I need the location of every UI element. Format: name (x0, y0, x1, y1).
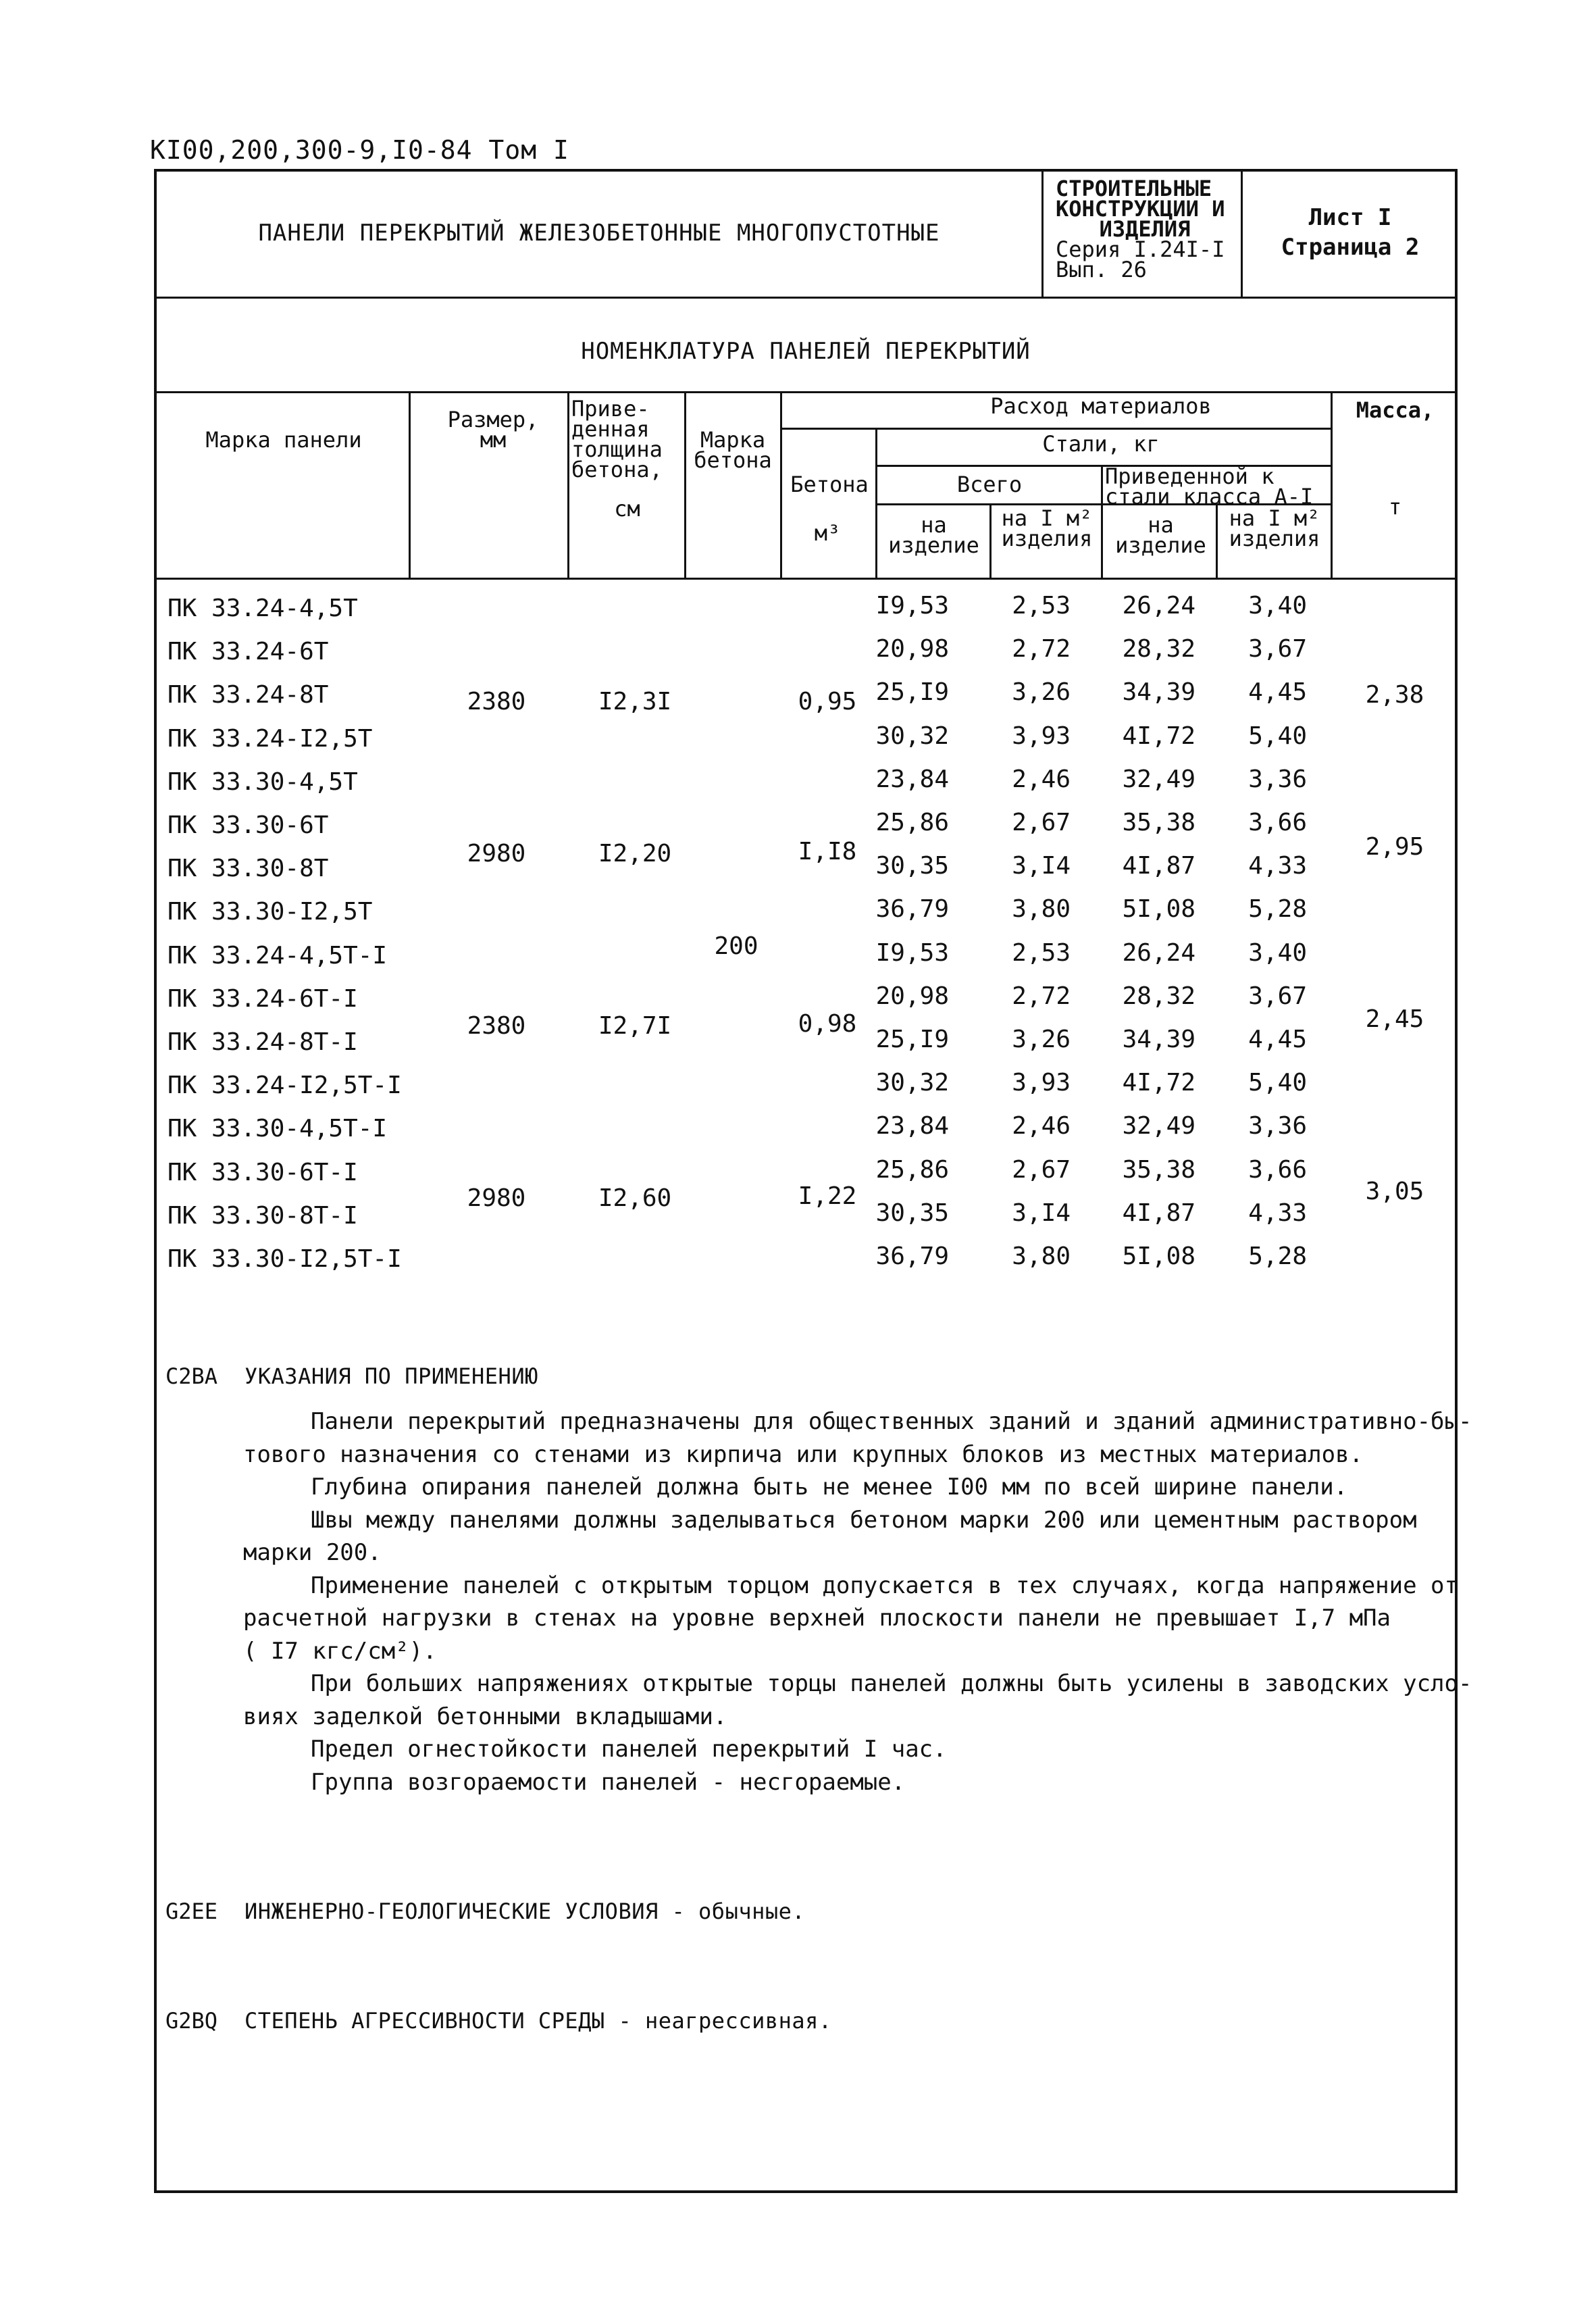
note-line: Панели перекрытий предназначены для общественных зданий и зданий административно-бы- (311, 1408, 1472, 1435)
mass-unit: т (1388, 494, 1402, 520)
panel-brand: ПК 33.30-6Т-I (168, 1159, 358, 1186)
concrete-value: I,I8 (798, 838, 857, 865)
section-heading: ИНЖЕНЕРНО-ГЕОЛОГИЧЕСКИЕ УСЛОВИЯ - обычные. (244, 1898, 806, 1924)
sheet-number: Лист I (1308, 204, 1392, 231)
section-heading: СТЕПЕНЬ АГРЕССИВНОСТИ СРЕДЫ - неагрессивная. (244, 2008, 832, 2034)
note-line: Применение панелей с открытым торцом допускается в тех случаях, когда напряжение от (311, 1572, 1458, 1599)
cell-red-m2: 4,45 (1248, 678, 1307, 706)
series-line: Серия I.24I-I (1056, 236, 1225, 262)
cell-red-item: 34,39 (1122, 678, 1195, 706)
cell-red-item: 32,49 (1122, 1112, 1195, 1140)
concrete-unit: м³ (814, 520, 841, 546)
note-line: тового назначения со стенами из кирпича или крупных блоков из местных материалов. (243, 1441, 1364, 1468)
note-line: виях заделкой бетонными вкладышами. (243, 1703, 727, 1730)
thickness-line: толщина (571, 436, 663, 462)
panel-brand: ПК 33.30-8Т-I (168, 1202, 358, 1230)
mass-value: 3,05 (1365, 1178, 1424, 1205)
cell-total-item: 30,32 (875, 1069, 949, 1097)
cell-total-item: 30,35 (875, 852, 949, 880)
thickness-line: бетона, (571, 457, 663, 482)
col-header-red-per-item: на изделие (1115, 512, 1206, 558)
size-value: 2380 (467, 688, 526, 715)
note-line: расчетной нагрузки в стенах на уровне верхней плоскости панели не превышает I,7 мПа (243, 1605, 1391, 1632)
series-line: СТРОИТЕЛЬНЫЕ (1056, 176, 1212, 201)
col-divider (1101, 466, 1103, 578)
cell-total-item: I9,53 (875, 592, 949, 620)
cell-total-m2: 3,26 (1012, 678, 1071, 706)
cell-red-item: 4I,87 (1122, 852, 1195, 880)
cell-total-item: 30,35 (875, 1199, 949, 1227)
sheet-block (1243, 169, 1458, 297)
note-line: При больших напряжениях открытые торцы панелей должны быть усилены в заводских усло- (311, 1670, 1472, 1697)
size-value: 2980 (467, 840, 526, 867)
cell-red-item: 26,24 (1122, 592, 1195, 620)
cell-total-m2: 2,67 (1012, 1156, 1071, 1184)
cell-total-item: 23,84 (875, 765, 949, 793)
cell-total-item: 20,98 (875, 635, 949, 663)
thickness-value: I2,3I (598, 688, 672, 715)
cell-total-m2: 3,I4 (1012, 1199, 1071, 1227)
cell-red-m2: 5,40 (1248, 722, 1307, 750)
cell-red-m2: 4,33 (1248, 1199, 1307, 1227)
series-line: ИЗДЕЛИЯ (1099, 216, 1191, 242)
col-header-grade: Марка бетона (694, 427, 772, 473)
concrete-value: 0,98 (798, 1010, 857, 1038)
cell-red-m2: 3,40 (1248, 592, 1307, 620)
cell-total-m2: 2,46 (1012, 765, 1071, 793)
cell-red-m2: 3,40 (1248, 939, 1307, 967)
col-divider (1331, 393, 1333, 578)
page-number: Страница 2 (1281, 234, 1420, 261)
cell-red-item: 4I,72 (1122, 1069, 1195, 1097)
cell-red-m2: 5,40 (1248, 1069, 1307, 1097)
concrete-value: I,22 (798, 1182, 857, 1210)
cell-red-item: 28,32 (1122, 982, 1195, 1010)
cell-total-item: 30,32 (875, 722, 949, 750)
cell-total-item: 36,79 (875, 895, 949, 923)
col-header-red-per-m2: на I м² изделия (1229, 505, 1320, 551)
cell-total-m2: 2,72 (1012, 982, 1071, 1010)
panel-brand: ПК 33.24-8Т (168, 681, 329, 709)
panel-brand: ПК 33.24-8Т-I (168, 1028, 358, 1056)
note-line: Предел огнестойкости панелей перекрытий I час. (311, 1736, 947, 1763)
cell-red-item: 5I,08 (1122, 895, 1195, 923)
thickness-value: I2,60 (598, 1184, 672, 1212)
thickness-line: Приве- (571, 396, 650, 422)
cell-red-m2: 3,36 (1248, 1112, 1307, 1140)
panel-brand: ПК 33.24-I2,5Т (168, 725, 373, 753)
cell-red-item: 35,38 (1122, 809, 1195, 836)
cell-red-m2: 5,28 (1248, 1242, 1307, 1270)
panel-brand: ПК 33.30-I2,5Т (168, 898, 373, 926)
cell-total-m2: 3,I4 (1012, 852, 1071, 880)
cell-red-item: 4I,72 (1122, 722, 1195, 750)
header-line (780, 428, 1331, 430)
document-code: КI00,200,300-9,I0-84 Том I (150, 135, 569, 165)
size-value: 2380 (467, 1012, 526, 1040)
cell-total-item: 23,84 (875, 1112, 949, 1140)
cell-total-item: 20,98 (875, 982, 949, 1010)
cell-red-m2: 3,67 (1248, 635, 1307, 663)
col-header-per-m2: на I м² изделия (1001, 505, 1093, 551)
cell-red-m2: 3,66 (1248, 1156, 1307, 1184)
cell-total-m2: 3,93 (1012, 722, 1071, 750)
cell-total-m2: 3,26 (1012, 1026, 1071, 1053)
col-divider (989, 503, 992, 578)
col-header-brand: Марка панели (205, 427, 362, 453)
col-divider (567, 393, 569, 578)
thickness-value: I2,7I (598, 1012, 672, 1040)
cell-total-item: 25,I9 (875, 678, 949, 706)
panel-brand: ПК 33.30-I2,5Т-I (168, 1245, 402, 1273)
note-line: Глубина опирания панелей должна быть не менее I00 мм по всей ширине панели. (311, 1474, 1348, 1501)
cell-red-item: 34,39 (1122, 1026, 1195, 1053)
panel-brand: ПК 33.24-I2,5Т-I (168, 1072, 402, 1099)
cell-total-m2: 3,80 (1012, 895, 1071, 923)
cell-red-m2: 3,36 (1248, 765, 1307, 793)
cell-total-item: I9,53 (875, 939, 949, 967)
cell-red-m2: 4,33 (1248, 852, 1307, 880)
col-header-size: Размер, мм (447, 407, 539, 453)
note-line: Швы между панелями должны заделываться бетоном марки 200 или цементным раствором (311, 1507, 1417, 1534)
section-code: G2EE (165, 1898, 218, 1924)
cell-total-m2: 2,72 (1012, 635, 1071, 663)
col-header-steel: Стали, кг (1042, 431, 1160, 457)
series-line: КОНСТРУКЦИИ И (1056, 196, 1225, 222)
concrete-grade-value: 200 (714, 932, 758, 960)
cell-total-item: 25,I9 (875, 1026, 949, 1053)
cell-red-item: 5I,08 (1122, 1242, 1195, 1270)
header-bottom-line (154, 578, 1458, 580)
panel-brand: ПК 33.24-6Т-I (168, 985, 358, 1013)
note-line: марки 200. (243, 1539, 382, 1566)
panel-brand: ПК 33.24-4,5Т (168, 595, 358, 622)
cell-red-item: 32,49 (1122, 765, 1195, 793)
cell-total-item: 25,86 (875, 1156, 949, 1184)
document-title: ПАНЕЛИ ПЕРЕКРЫТИЙ ЖЕЛЕЗОБЕТОННЫЕ МНОГОПУСТОТНЫЕ (258, 220, 940, 247)
cell-red-item: 28,32 (1122, 635, 1195, 663)
col-header-thickness (571, 396, 683, 522)
thickness-unit: см (614, 496, 640, 522)
mass-value: 2,45 (1365, 1005, 1424, 1033)
cell-total-m2: 3,80 (1012, 1242, 1071, 1270)
note-line: Группа возгораемости панелей - несгораемые. (311, 1769, 906, 1796)
col-header-total: Всего (956, 472, 1023, 497)
series-block (1041, 169, 1243, 297)
panel-brand: ПК 33.30-8Т (168, 855, 329, 882)
concrete-value: 0,95 (798, 688, 857, 715)
series-line: Вып. 26 (1056, 257, 1147, 282)
panel-brand: ПК 33.24-6Т (168, 638, 329, 665)
col-header-per-item: на изделие (888, 512, 979, 558)
col-header-reduced: Приведенной к стали класса А-I (1105, 463, 1314, 509)
cell-total-m2: 2,67 (1012, 809, 1071, 836)
col-divider (684, 393, 686, 578)
mass-value: 2,38 (1365, 681, 1424, 709)
col-header-mass: Масса, (1356, 397, 1435, 423)
mass-value: 2,95 (1365, 833, 1424, 861)
note-line: ( I7 кгс/см²). (243, 1638, 437, 1665)
cell-red-m2: 5,28 (1248, 895, 1307, 923)
col-header-materials: Расход материалов (990, 393, 1212, 419)
panel-brand: ПК 33.24-4,5Т-I (168, 942, 388, 970)
table-title: НОМЕНКЛАТУРА ПАНЕЛЕЙ ПЕРЕКРЫТИЙ (581, 338, 1031, 365)
cell-red-item: 4I,87 (1122, 1199, 1195, 1227)
size-value: 2980 (467, 1184, 526, 1212)
cell-total-m2: 2,46 (1012, 1112, 1071, 1140)
cell-red-item: 26,24 (1122, 939, 1195, 967)
cell-total-m2: 2,53 (1012, 592, 1071, 620)
cell-red-item: 35,38 (1122, 1156, 1195, 1184)
section-heading: УКАЗАНИЯ ПО ПРИМЕНЕНИЮ (244, 1363, 538, 1389)
cell-red-m2: 3,66 (1248, 809, 1307, 836)
cell-total-m2: 2,53 (1012, 939, 1071, 967)
section-code: C2BA (165, 1363, 218, 1389)
panel-brand: ПК 33.30-6Т (168, 811, 329, 839)
cell-total-item: 25,86 (875, 809, 949, 836)
thickness-value: I2,20 (598, 840, 672, 867)
panel-brand: ПК 33.30-4,5Т-I (168, 1115, 388, 1142)
cell-red-m2: 3,67 (1248, 982, 1307, 1010)
thickness-line: денная (571, 416, 650, 442)
cell-red-m2: 4,45 (1248, 1026, 1307, 1053)
cell-total-item: 36,79 (875, 1242, 949, 1270)
panel-brand: ПК 33.30-4,5Т (168, 768, 358, 796)
cell-total-m2: 3,93 (1012, 1069, 1071, 1097)
section-code: G2BQ (165, 2008, 218, 2034)
col-header-concrete: Бетона (790, 472, 869, 497)
col-divider (409, 393, 411, 578)
